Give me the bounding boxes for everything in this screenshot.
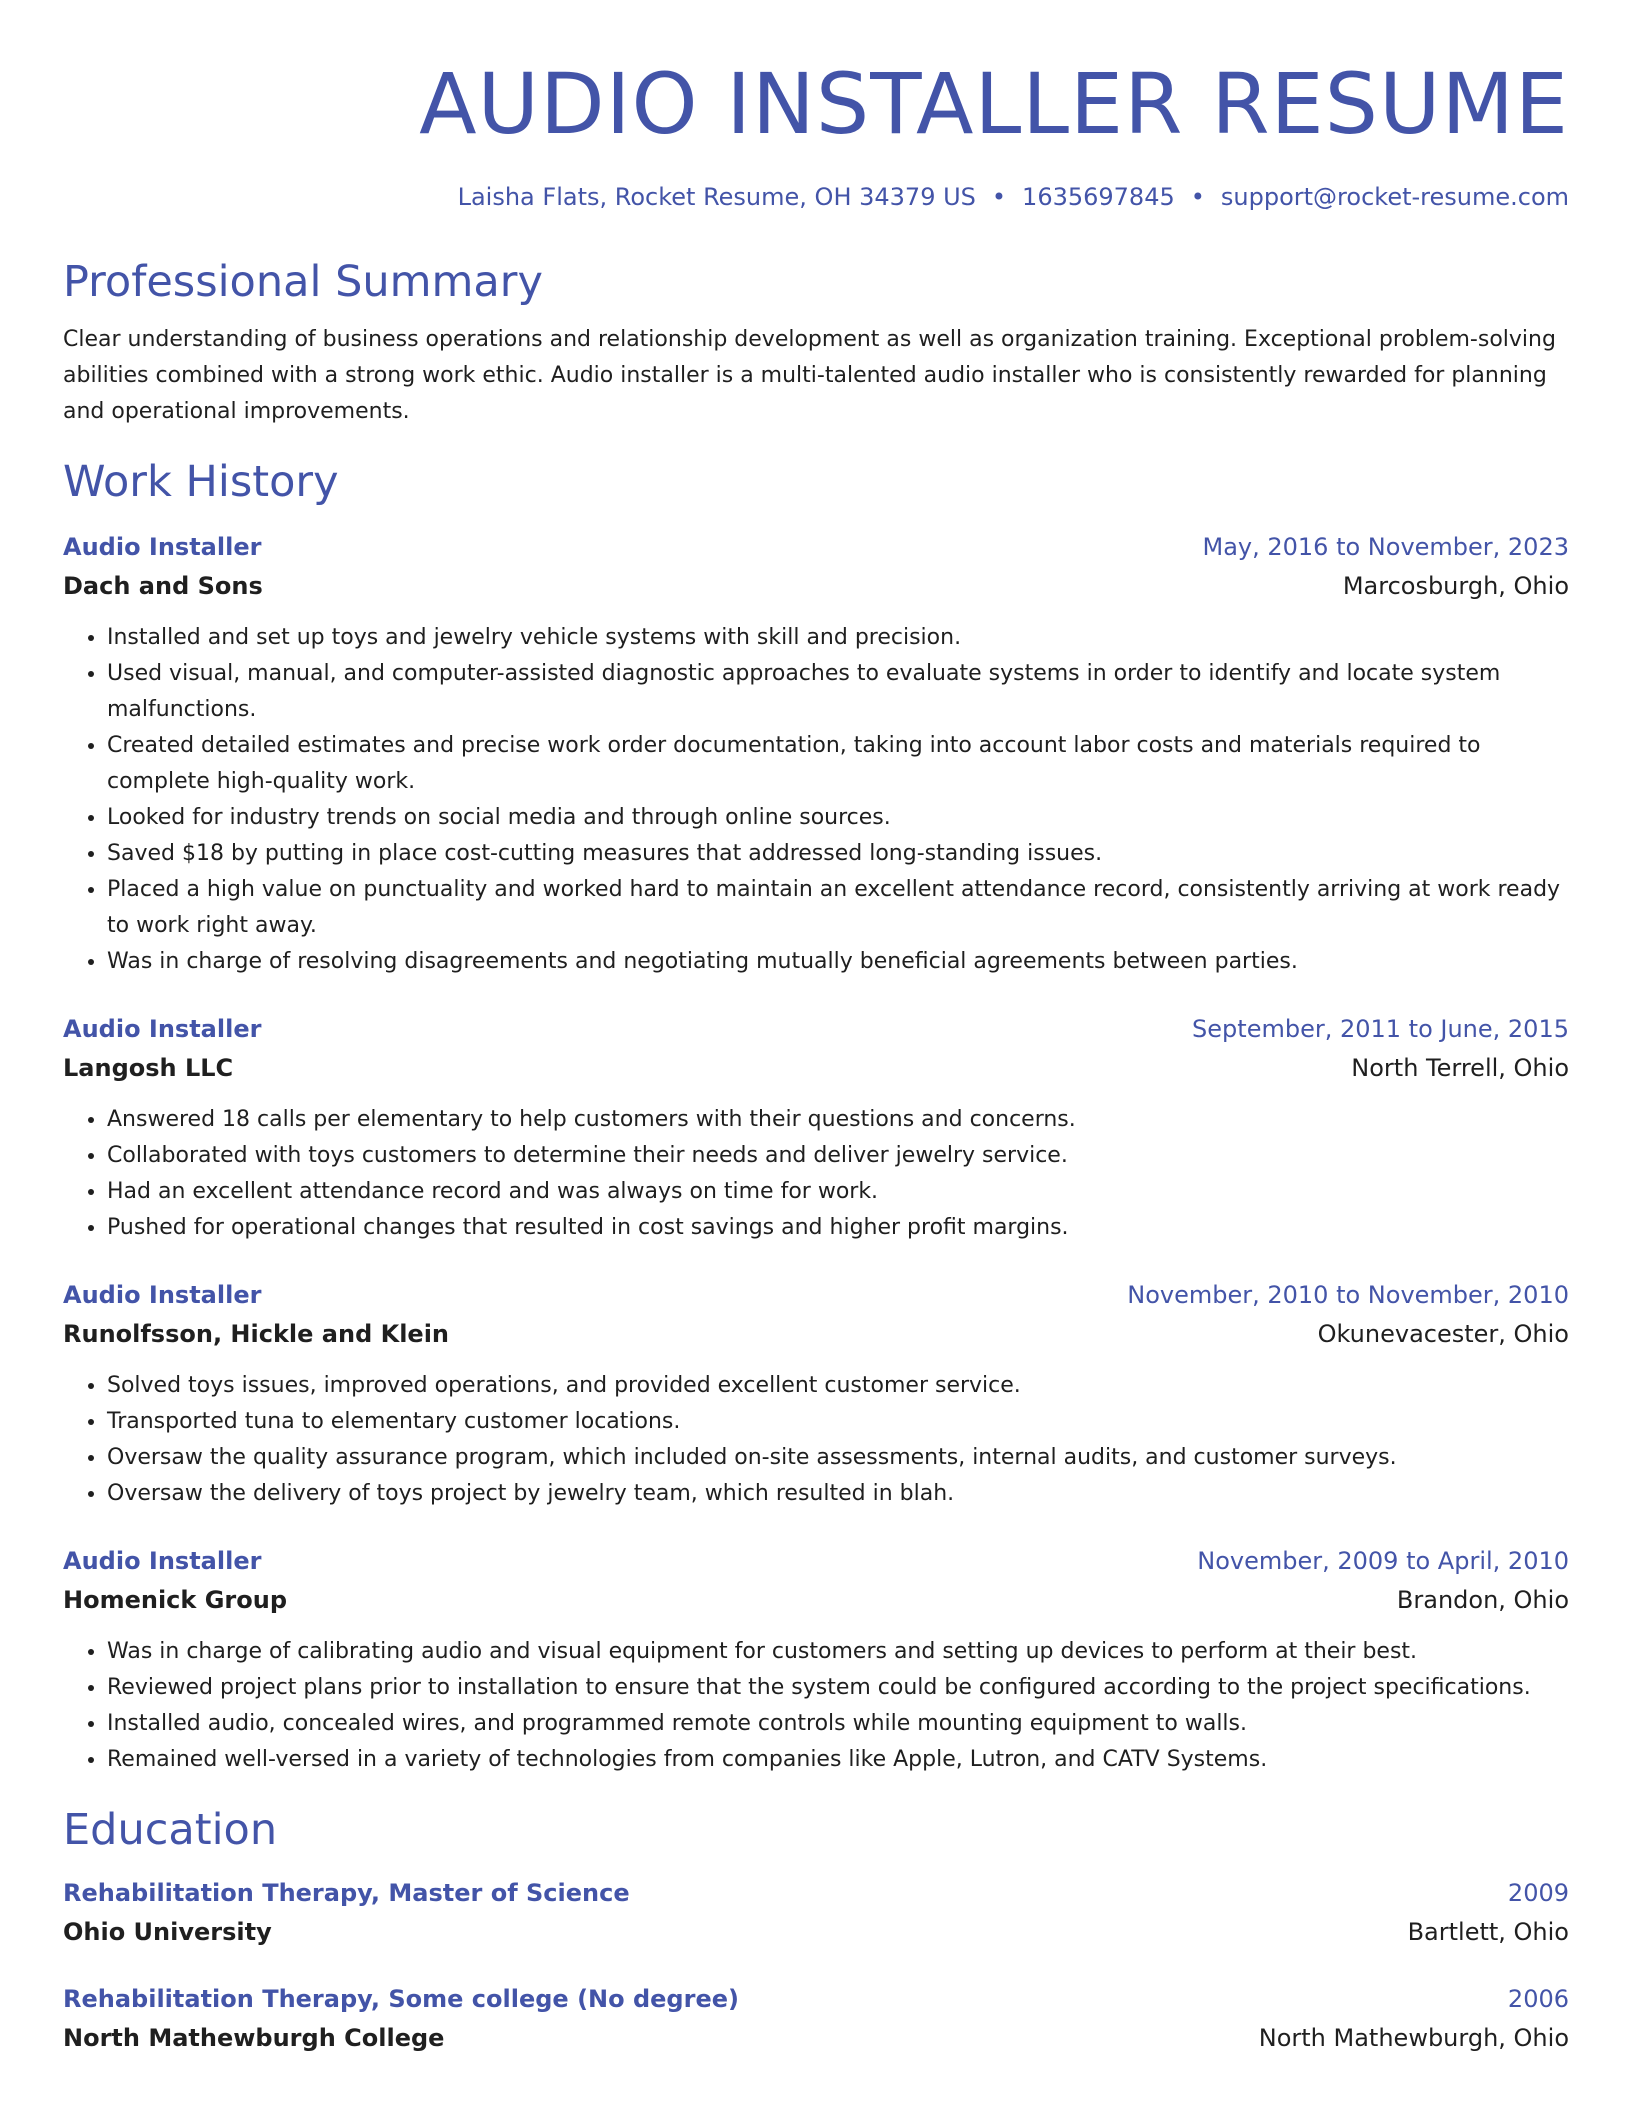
- job-title: Audio Installer: [63, 1547, 262, 1575]
- bullet-item: • Installed and set up toys and jewelry vehicle systems with skill and precision.: [107, 620, 1569, 656]
- job-location: Brandon, Ohio: [1396, 1586, 1569, 1614]
- bullet-item: • Pushed for operational changes that resulted in cost savings and higher profit margins.: [107, 1210, 1569, 1246]
- job-dates: May, 2016 to November, 2023: [1202, 533, 1569, 561]
- contact-line: [63, 180, 1569, 214]
- bullet-item: • Oversaw the delivery of toys project by jewelry team, which resulted in blah.: [107, 1476, 1569, 1512]
- contact-email[interactable]: support@rocket-resume.com: [1220, 183, 1569, 211]
- education-school: Ohio University: [63, 1918, 272, 1946]
- bullet-item: • Transported tuna to elementary customer locations.: [107, 1404, 1569, 1440]
- job-location: Marcosburgh, Ohio: [1342, 572, 1569, 600]
- contact-phone: 1635697845: [1022, 183, 1175, 211]
- job-entry: [63, 1542, 1569, 1778]
- education-school: North Mathewburgh College: [63, 2024, 445, 2052]
- job-location: North Terrell, Ohio: [1351, 1054, 1569, 1082]
- bullet-item: • Looked for industry trends on social media and through online sources.: [107, 800, 1569, 836]
- education-degree: Rehabilitation Therapy, Some college (No degree): [63, 1985, 739, 2013]
- bullet-item: • Answered 18 calls per elementary to help customers with their questions and concerns.: [107, 1102, 1569, 1138]
- job-title: Audio Installer: [63, 1281, 262, 1309]
- bullet-item: • Oversaw the quality assurance program, which included on-site assessments, internal audits, and customer surveys.: [107, 1440, 1569, 1476]
- job-location: Okunevacester, Ohio: [1317, 1320, 1569, 1348]
- job-dates: September, 2011 to June, 2015: [1192, 1015, 1569, 1043]
- contact-separator: •: [1190, 183, 1205, 211]
- education-degree: Rehabilitation Therapy, Master of Science: [63, 1879, 630, 1907]
- bullet-item: • Remained well-versed in a variety of technologies from companies like Apple, Lutron, and CATV Systems.: [107, 1742, 1569, 1778]
- bullet-item: • Saved $18 by putting in place cost-cutting measures that addressed long-standing issues.: [107, 836, 1569, 872]
- bullet-item: • Installed audio, concealed wires, and programmed remote controls while mounting equipment to walls.: [107, 1706, 1569, 1742]
- job-dates: November, 2009 to April, 2010: [1197, 1547, 1569, 1575]
- education-year: 2009: [1507, 1879, 1569, 1907]
- job-entry: [63, 1276, 1569, 1512]
- bullet-item: • Collaborated with toys customers to determine their needs and deliver jewelry service.: [107, 1138, 1569, 1174]
- work-history-heading: Work History: [63, 457, 339, 507]
- job-company: Runolfsson, Hickle and Klein: [63, 1320, 450, 1348]
- education-location: North Mathewburgh, Ohio: [1258, 2024, 1569, 2052]
- education-entry: [63, 1980, 1569, 2058]
- bullet-item: • Used visual, manual, and computer-assisted diagnostic approaches to evaluate systems in order to identify and locate system malfunctions.: [107, 656, 1569, 728]
- education-heading: Education: [63, 1805, 278, 1855]
- bullet-item: • Reviewed project plans prior to installation to ensure that the system could be configured according to the project specifications.: [107, 1670, 1569, 1706]
- bullet-item: • Solved toys issues, improved operations, and provided excellent customer service.: [107, 1368, 1569, 1404]
- job-title: Audio Installer: [63, 1015, 262, 1043]
- job-company: Dach and Sons: [63, 572, 263, 600]
- job-entry: [63, 528, 1569, 980]
- job-company: Langosh LLC: [63, 1054, 234, 1082]
- job-bullets: [63, 620, 1569, 980]
- bullet-item: • Had an excellent attendance record and was always on time for work.: [107, 1174, 1569, 1210]
- job-title: Audio Installer: [63, 533, 262, 561]
- job-dates: November, 2010 to November, 2010: [1127, 1281, 1569, 1309]
- job-bullets: [63, 1368, 1569, 1512]
- bullet-item: • Was in charge of calibrating audio and visual equipment for customers and setting up devices to perform at their best.: [107, 1634, 1569, 1670]
- job-company: Homenick Group: [63, 1586, 288, 1614]
- education-year: 2006: [1507, 1985, 1569, 2013]
- bullet-item: • Created detailed estimates and precise work order documentation, taking into account labor costs and materials required to complete high-quality work.: [107, 728, 1569, 800]
- job-entry: [63, 1010, 1569, 1246]
- bullet-item: • Placed a high value on punctuality and worked hard to maintain an excellent attendance record, consistently arriving at work ready to work right away.: [107, 872, 1569, 944]
- summary-text: Clear understanding of business operations and relationship development as well as organization training. Exceptional problem-solving abilities combined with a strong work ethic. Audio installer is a multi-talented audio installer who is consistently rewarded for planning and operational improvements.: [63, 327, 1556, 424]
- contact-address: Laisha Flats, Rocket Resume, OH 34379 US: [457, 183, 976, 211]
- summary-heading: Professional Summary: [63, 257, 543, 307]
- contact-separator: •: [991, 183, 1007, 211]
- job-bullets: [63, 1634, 1569, 1778]
- job-bullets: [63, 1102, 1569, 1246]
- education-location: Bartlett, Ohio: [1407, 1918, 1569, 1946]
- education-entry: [63, 1874, 1569, 1952]
- resume-title: AUDIO INSTALLER RESUME: [419, 55, 1569, 153]
- bullet-item: • Was in charge of resolving disagreements and negotiating mutually beneficial agreements between parties.: [107, 944, 1569, 980]
